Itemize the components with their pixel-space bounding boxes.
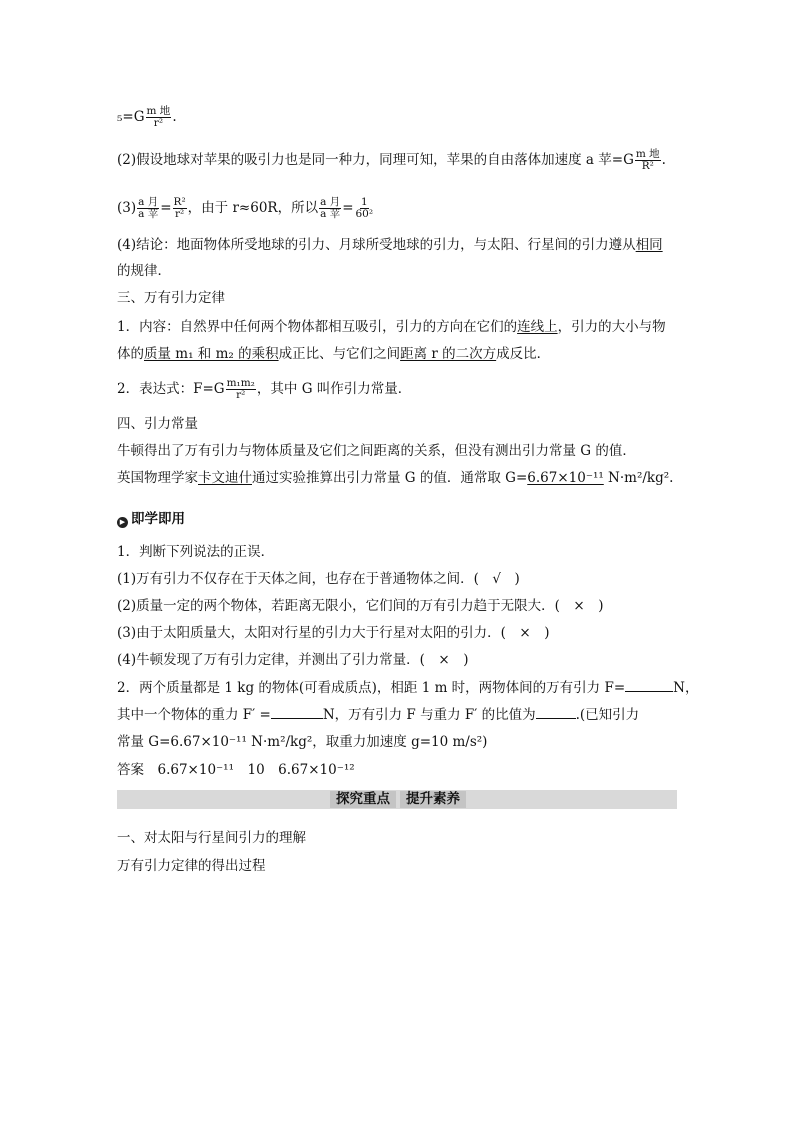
play-bullet-icon: ▶ [117, 517, 128, 528]
fraction: $\frac{\text{m 地}}{\text{R²}}$ [635, 148, 660, 172]
answer-line: 答案 6.67×10⁻¹¹ 10 6.67×10⁻¹² [117, 762, 355, 778]
paragraph-6: 2．表达式：F=G $\frac{\text{m₁m₂}}{\text{r²}}$ ，其中 G 叫作引力常量． [117, 377, 412, 401]
paragraph-4-cont: 的规律． [117, 263, 171, 279]
fraction: $\frac{1}{\text{60²}}$ [355, 196, 374, 220]
paragraph-5-cont: 体的质量 m₁ 和 m₂ 的乘积成正比、与它们之间距离 r 的二次方成反比． [117, 346, 551, 362]
question-1-a: (1)万有引力不仅存在于天体之间，也存在于普通物体之间．( √ ) [117, 571, 520, 587]
section-heading-3: 三、万有引力定律 [117, 290, 225, 306]
fraction: $\frac{\text{m₁m₂}}{\text{r²}}$ [226, 377, 255, 401]
fraction: $\frac{\text{a 月}}{\text{a 苹}}$ [320, 196, 341, 220]
question-2: 2．两个质量都是 1 kg 的物体(可看成质点)，相距 1 m 时，两物体间的万有引力 F= N， [117, 680, 699, 696]
answer-blank [271, 706, 323, 719]
answer-blank [625, 679, 673, 692]
paragraph-7: 牛顿得出了万有引力与物体质量及它们之间距离的关系，但没有测出引力常量 G 的值． [117, 443, 636, 459]
fraction: $\frac{\text{a 月}}{\text{a 苹}}$ [138, 196, 159, 220]
paragraph-8: 英国物理学家卡文迪什通过实验推算出引力常量 G 的值．通常取 G=6.67×10⁻¹¹ N·m²/kg². [117, 470, 674, 486]
formula-line-1: ₅=G $\frac{\text{m 地}}{\text{r²}}$ . [117, 105, 177, 129]
question-1-c: (3)由于太阳质量大，太阳对行星的引力大于行星对太阳的引力．( × ) [117, 625, 550, 641]
question-1-d: (4)牛顿发现了万有引力定律，并测出了引力常量．( × ) [117, 652, 469, 668]
paragraph-9: 万有引力定律的得出过程 [117, 858, 266, 874]
question-1: 1．判断下列说法的正误． [117, 544, 275, 560]
question-1-b: (2)质量一定的两个物体，若距离无限小，它们间的万有引力趋于无限大．( × ) [117, 598, 604, 614]
question-2-cont: 其中一个物体的重力 F′ = N，万有引力 F 与重力 F′ 的比值为 .(已知引力 [117, 707, 640, 723]
question-2-cont2: 常量 G=6.67×10⁻¹¹ N·m²/kg²，取重力加速度 g=10 m/s²) [117, 734, 488, 750]
fraction: $\frac{\text{R²}}{\text{r²}}$ [173, 196, 186, 220]
paragraph-2: (2)假设地球对苹果的吸引力也是同一种力，同理可知，苹果的自由落体加速度 a 苹=G $\frac{\text{m 地}}{\text{R²}}$ . [117, 148, 666, 172]
section-banner-title: 探究重点 提升素养 [316, 790, 480, 809]
practice-heading: ▶ 即学即用 [117, 510, 185, 528]
paragraph-4: (4)结论：地面物体所受地球的引力、月球所受地球的引力，与太阳、行星间的引力遵从相同 [117, 237, 663, 253]
paragraph-5: 1．内容：自然界中任何两个物体都相互吸引，引力的方向在它们的连线上，引力的大小与物 [117, 319, 666, 335]
paragraph-3: (3) $\frac{\text{a 月}}{\text{a 苹}}$ = $\frac{\text{R²}}{\text{r²}}$ ，由于 r≈60R，所以 $\frac{\text{a 月}}{\text{a 苹}}$ = $\frac{1}{\text{60²}}$ [117, 196, 374, 220]
fraction: $\frac{\text{m 地}}{\text{r²}}$ [146, 105, 171, 129]
section-heading-4: 四、引力常量 [117, 416, 198, 432]
section-heading-5: 一、对太阳与行星间引力的理解 [117, 830, 306, 846]
answer-blank [536, 706, 576, 719]
